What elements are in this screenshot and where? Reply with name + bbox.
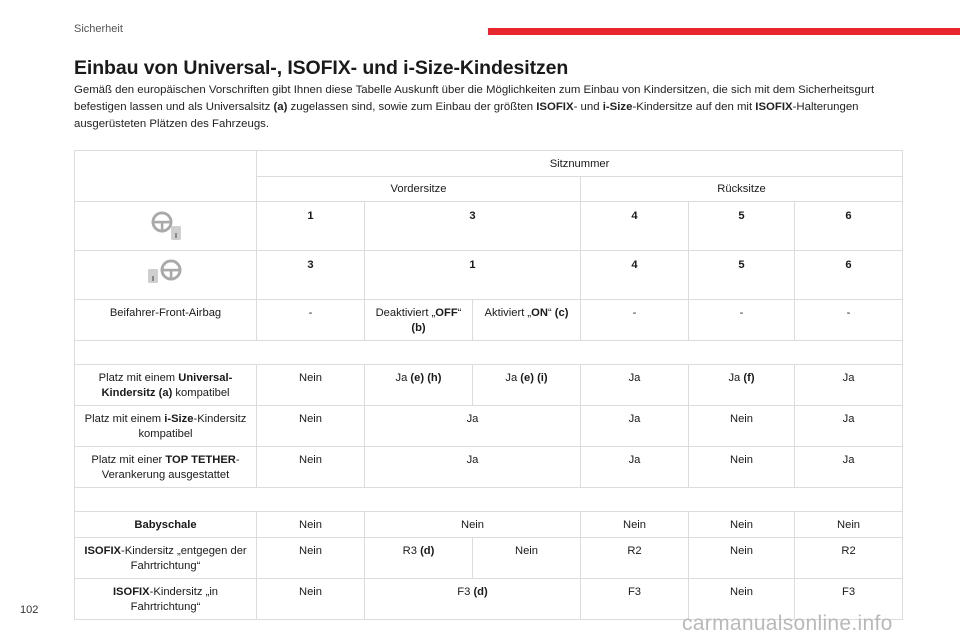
table-cell: Nein: [581, 512, 689, 538]
table-cell: Nein: [689, 579, 795, 620]
table-cell: Ja (e) (i): [473, 365, 581, 406]
intro-paragraph: Gemäß den europäischen Vorschriften gibt Ihnen diese Tabelle Auskunft über die Möglichkeiten zum Einbau von Kindersitzen, die sich mit dem Sicherheitsgurt befestigen lassen und als Universalsitz (a) zugelassen sind, sowie zum Einbau der größten ISOFIX- und i-Size-Kindersitze auf den mit ISOFIX-Halterungen ausgerüsteten Plätzen des Fahrzeugs.: [74, 84, 875, 130]
row-label-airbag: Beifahrer-Front-Airbag: [75, 300, 257, 341]
table-cell: Nein: [689, 538, 795, 579]
seat-number: 1: [257, 202, 365, 251]
table-row: [75, 447, 903, 488]
table-cell: Nein: [689, 512, 795, 538]
steering-wheel-right-icon: [146, 258, 186, 290]
table-cell: R3 (d): [365, 538, 473, 579]
table-cell: Ja: [581, 365, 689, 406]
steering-wheel-left-icon: [146, 209, 186, 241]
table-row: [75, 300, 903, 341]
table-cell: Ja: [795, 447, 903, 488]
table-cell: F3: [795, 579, 903, 620]
table-cell: Nein: [257, 447, 365, 488]
seat-number: 3: [257, 251, 365, 300]
row-label-isofix-rear: ISOFIX-Kindersitz „entgegen der Fahrtrichtung“: [75, 538, 257, 579]
table-row: [75, 538, 903, 579]
seat-number: 6: [795, 251, 903, 300]
table-cell: Nein: [257, 512, 365, 538]
header-vordersitze: Vordersitze: [257, 177, 581, 202]
table-cell: Ja: [365, 406, 581, 447]
table-cell: Nein: [795, 512, 903, 538]
table-cell: Aktiviert „ON“ (c): [473, 300, 581, 341]
seat-number: 6: [795, 202, 903, 251]
lhd-icon-cell: [75, 202, 257, 251]
table-cell: Nein: [257, 579, 365, 620]
rhd-icon-cell: [75, 251, 257, 300]
table-row: [75, 406, 903, 447]
table-spacer-row: [75, 341, 903, 365]
table-cell: -: [581, 300, 689, 341]
table-cell: Ja (f): [689, 365, 795, 406]
table-cell: Ja: [581, 447, 689, 488]
row-label-isize: Platz mit einem i-Size-Kindersitz kompatibel: [75, 406, 257, 447]
seat-number: 3: [365, 202, 581, 251]
table-row: [75, 251, 903, 300]
table-cell: Nein: [257, 538, 365, 579]
header-sitznummer: Sitznummer: [257, 151, 903, 177]
section-accent-bar: [488, 28, 960, 35]
section-label: Sicherheit: [74, 23, 123, 35]
table-row: [75, 202, 903, 251]
table-cell: Ja: [795, 406, 903, 447]
table-cell: -: [795, 300, 903, 341]
table-cell: -: [257, 300, 365, 341]
table-cell: Ja (e) (h): [365, 365, 473, 406]
table-cell: F3: [581, 579, 689, 620]
seat-number: 5: [689, 202, 795, 251]
table-cell: R2: [795, 538, 903, 579]
table-cell: Ja: [365, 447, 581, 488]
table-cell: Nein: [689, 406, 795, 447]
table-cell: Nein: [257, 406, 365, 447]
table-spacer-row: [75, 488, 903, 512]
row-label-universal: Platz mit einem Universal- Kindersitz (a) kompatibel: [75, 365, 257, 406]
seat-number: 4: [581, 251, 689, 300]
table-cell: Nein: [365, 512, 581, 538]
table-row: [75, 151, 903, 177]
seat-number: 1: [365, 251, 581, 300]
table-cell: Ja: [795, 365, 903, 406]
header-ruecksitze: Rücksitze: [581, 177, 903, 202]
child-seat-table: [74, 150, 903, 620]
page-number: 102: [20, 604, 39, 616]
table-row: [75, 365, 903, 406]
table-cell: F3 (d): [365, 579, 581, 620]
table-cell: Nein: [257, 365, 365, 406]
row-label-babyschale: Babyschale: [75, 512, 257, 538]
page-title: Einbau von Universal-, ISOFIX- und i-Size-Kindesitzen: [74, 57, 569, 79]
watermark: carmanualsonline.info: [682, 612, 893, 635]
table-cell: -: [689, 300, 795, 341]
table-cell: Deaktiviert „OFF“ (b): [365, 300, 473, 341]
row-label-top-tether: Platz mit einer TOP TETHER-Verankerung ausgestattet: [75, 447, 257, 488]
table-row: [75, 512, 903, 538]
table-cell: Nein: [689, 447, 795, 488]
table-cell: Nein: [473, 538, 581, 579]
seat-number: 5: [689, 251, 795, 300]
table-cell: R2: [581, 538, 689, 579]
table-corner: [75, 151, 257, 202]
seat-number: 4: [581, 202, 689, 251]
row-label-isofix-forward: ISOFIX-Kindersitz „in Fahrtrichtung“: [75, 579, 257, 620]
table-cell: Ja: [581, 406, 689, 447]
